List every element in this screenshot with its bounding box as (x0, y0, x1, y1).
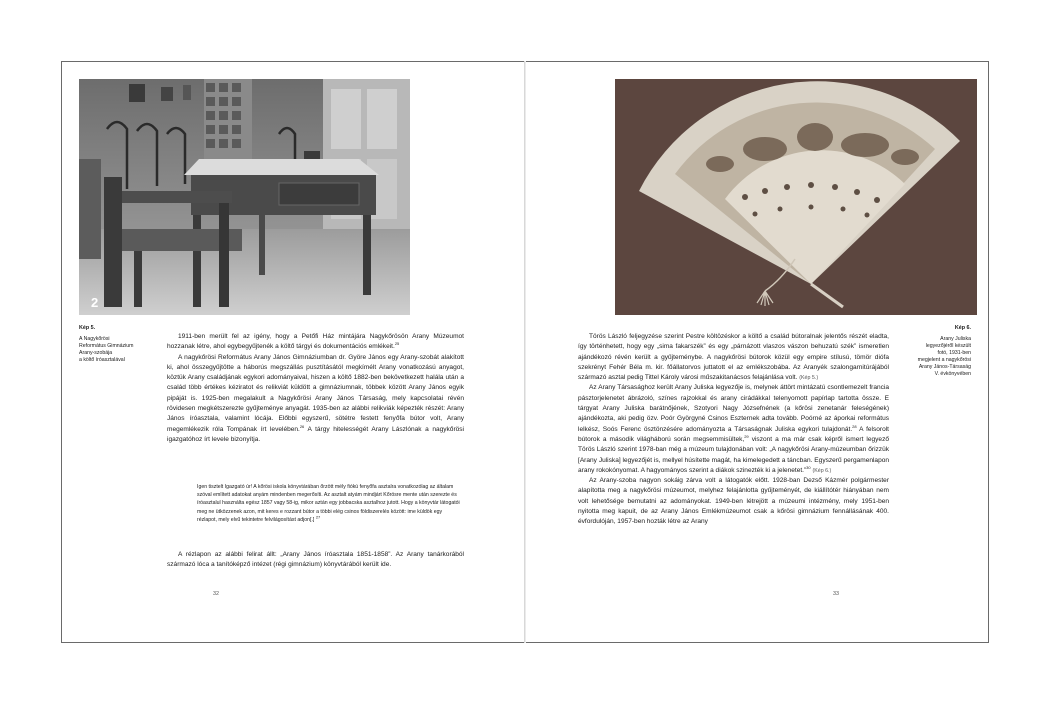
caption-line: a költő íróasztalával (79, 357, 125, 363)
body-text-left-end (167, 550, 464, 571)
paragraph: 1911-ben merült fel az igény, hogy a Petőfi Ház mintájára Nagykőrösön Arany Múzeumot hozzanak létre, ahol egybegyűjtenék a költő tárgyi és dokumentációs emlékeit.$^{25}$ (167, 333, 464, 351)
page-number-right: 33 (833, 591, 839, 597)
paragraph: A nagykőrösi Református Arany János Gimnáziumban dr. Györe János egy Arany-szobát alakított ki, ahol összegyűjtötte a háborús megszállás pusztításától megkímélt Arany vonatkozású anyagot, köztük Arany családjának egykori adományaival, hiszen a költő 1882-ben bekövetkezett halála után a család több értékes kéziratot és relikviát küldött a gimnáziumnak, többek között Arany János egyik pipáját is. 1925-ben megalakult a Nagykőrösi Arany János Társaság, mely kapcsolatai révén rövidesen megkétszerezte gyűjteménye anyagát. 1935-ben az alábbi relikviák képezték részét: Arany János íróasztala, valamint lócája. Előbbi egyszerű, sötétre festett fenyőfa bútor volt, Arany megemlékezik róla Tompának írt levelében.$^{26}$ A tárgy hitelességét Arany Lászlónak a nagykőrösi igazgatóhoz írt levele bizonyítja. (167, 353, 464, 443)
fan-illustration (615, 79, 977, 315)
paragraph: Törös László feljegyzése szerint Pestre költözéskor a költő a család bútoralnak jelentős részét eladta, így történhetett, hogy egy „sima fakarszék” és egy „párnázott vlaszos vászon behuzatú szék” ismeretlen ajándékozó révén került a gyűjteménybe. A nagykőrösi bútorok közül egy empire stílusú, tömör diófa szekrényt Fehér Béla m. kir. főállatorvos juttatott el az emlékszobába. Az Aranyék szalongarnitúrájából származó asztal pedig Tittel Károly városi műszakitanácsos felajánlása volt. (Kép 5.) (578, 333, 889, 382)
paragraph: Az Arany-szoba nagyon sokáig zárva volt a látogatók előtt. 1928-ban Dezső Kázmér polgármester alapította meg a nagykőrösi múzeumot, melyhez felajánlotta gyűjteményét, de kiállítótér hiányában nem volt lehetősége bemutatni az adományokat. 1949-ben létrejött a múzeumi intézmény, mely 1951-ben nyitotta meg kapuit, de az Arany János Emlékmúzeumot csak a kőrösi gimnázium fennállásának 400. évfordulóján, 1957-ben hozták létre az Arany (578, 477, 889, 526)
caption-line: A Nagykőrösi (79, 336, 110, 342)
page-number-left: 32 (213, 591, 219, 597)
body-text-right (578, 332, 889, 528)
block-quote: Igen tisztelt Igazgató úr! A kőrösi iskola könyvtárában őrzött mély fiókú fenyőfa asztalra vonatkozólag az általam szóval említett adatokat anyám mindenben megerősíti. Az asztalt atyám mindjárt Kőrösre mente után szerezte és íróasztalul használta egész 1857 vagy 58-ig, mikor aztán egy jobbacska asztalhoz jutott. Hogy a könyvtár látogatói meg ne ütközzenek azon, mit keres e rozzant bútor a többi elég csinos földiszerelés között: ime küldök egy rézlapot, mely elvű tekintetre felvilágosítást adjon[.] $^{27}$ (197, 484, 460, 523)
caption-line: legyezőjéről készült (925, 343, 971, 349)
photo-caption-left (79, 336, 149, 364)
caption-line: Református Gimnázium (79, 343, 134, 349)
fan-photo (615, 79, 977, 315)
left-page (61, 61, 525, 643)
caption-line: Arany Juliska (940, 336, 971, 342)
caption-line: V. évkönyvében (934, 371, 971, 377)
paragraph: A rézlapon az alábbi felirat állt: „Arany János íróasztala 1851-1858”. Az Arany tanárkorából származó lóca a tanítóképző intézet (régi gimnázium) könyvtárából került ide. (167, 551, 464, 569)
body-text-left (167, 332, 464, 445)
figure-number: 2 (91, 295, 99, 310)
caption-line: Arany-szobája (79, 350, 113, 356)
paragraph: Az Arany Társasághoz került Arany Juliska legyezője is, melynek áttört mintázatú csontlemezelt francia pásztorjelenetet ábrázoló, színes rajzokkal és arany cirádákkal telenyomott papírlap tartotta össze. E tárgyat Arany Juliska barátnőjének, Szotyori Nagy Józsefnének (a kőrösi zenetanár feleségének) ajándékozta, aki pedig özv. Poór Györgyné Csinos Eszternek adta tovább. Poórné az áporkai református lelkész, Soós Ferenc ösztönzésére adományozta a Társaságnak Juliska egykori tulajdonát.$^{28}$ A felsorolt bútorok a második világháború során megsemmisültek,$^{29}$ viszont a ma már csak képről ismert legyező Törös László szerint 1978-ban még a múzeum tulajdonában volt: „A nagykőrösi Arany-múzeumban őrizzük [Arany Juliska] legyezőjét is, mellyel húsítette magát, ha kimelegedett a táncban. Egyszerű pergamenlapon arany rokokónyomat. A hagyományos szerint a diákok szinezték ki a jelenetet.”$^{30}$ (Kép 6.) (578, 384, 889, 474)
caption-line: fotó, 1931-ben (937, 350, 971, 356)
desk-room-photo (79, 79, 410, 315)
desk-room-illustration (79, 79, 410, 315)
book-spine (524, 61, 526, 643)
right-page (525, 61, 989, 643)
photo-caption-right (896, 336, 971, 378)
caption-title-left: Kép 5. (79, 325, 96, 331)
caption-line: megjelent a nagykőrösi (917, 357, 971, 363)
caption-line: Arany János-Társaság (918, 364, 971, 370)
caption-title-right: Kép 6. (954, 325, 971, 331)
